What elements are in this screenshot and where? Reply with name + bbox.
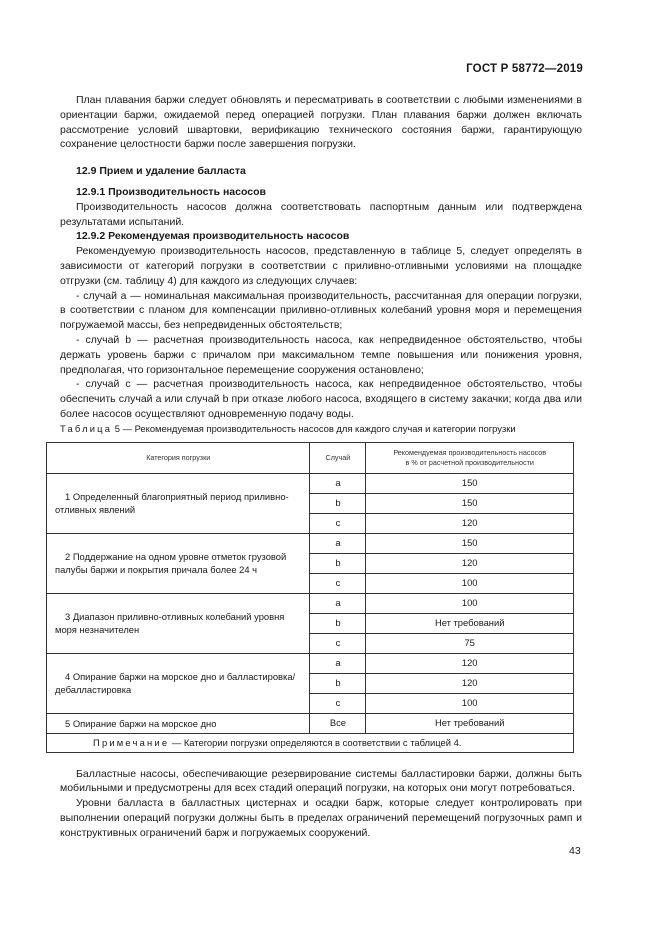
case-cell: b (310, 673, 366, 693)
capacity-cell: 120 (366, 513, 574, 533)
table-caption-prefix: Таблица (60, 422, 113, 434)
table-row (47, 653, 574, 673)
header-capacity (366, 442, 574, 473)
table-row (47, 713, 574, 733)
case-cell: b (310, 553, 366, 573)
capacity-cell: 150 (366, 533, 574, 553)
list-item: - случай c — расчетная производительность насоса, как непредвиденное обстоятельство, чтобы обеспечить случай a или случай b при отказе любого насоса, входящего в систему закачки; когда два или более насосов осуществляют одновременную подачу воды. (60, 378, 582, 420)
capacity-cell: 75 (366, 633, 574, 653)
table-header-row (47, 442, 574, 473)
capacity-cell: 150 (366, 493, 574, 513)
category-cell: 1 Определенный благоприятный период приливно-отливных явлений (47, 473, 310, 533)
capacity-cell: 120 (366, 553, 574, 573)
table-row (47, 533, 574, 553)
header-case: Случай (310, 442, 366, 473)
case-cell: a (310, 653, 366, 673)
category-cell: 2 Поддержание на одном уровне отметок грузовой палубы баржи и покрытия причала более 24 ч (47, 533, 310, 593)
case-cell: a (310, 473, 366, 493)
capacity-cell: 150 (366, 473, 574, 493)
category-cell: 3 Диапазон приливно-отливных колебаний уровня моря незначителен (47, 593, 310, 653)
list-item: - случай b — расчетная производительность насоса, как непредвиденное обстоятельство, чтобы держать уровень баржи с причалом при максимальном темпе повышения или понижения уровня, предполагая, что горизонтальное перемещение сооружения остановлено; (60, 333, 582, 376)
case-cell: b (310, 613, 366, 633)
table-caption (60, 422, 582, 437)
case-cell: a (310, 593, 366, 613)
capacity-cell: 100 (366, 573, 574, 593)
case-cell: c (310, 693, 366, 713)
category-cell: 4 Опирание баржи на морское дно и балластировка/дебалластировка (47, 653, 310, 713)
table-note-row (47, 733, 574, 752)
paragraph: Балластные насосы, обеспечивающие резервирование системы балластировки баржи, должны быть мобильными и предусмотрены для всех стадий операций погрузки, на которых они могут потребоваться. (60, 767, 582, 795)
case-cell: c (310, 513, 366, 533)
case-cell: c (310, 633, 366, 653)
header-capacity-line1: Рекомендуемая производительность насосов (393, 447, 547, 457)
paragraph: Рекомендуемую производительность насосов, представленную в таблице 5, следует определять в зависимости от категорий погрузки в соответствии с приливно-отливными условиями на площадке отгрузки (см. таблицу 4) для каждого из следующих случаев: (60, 245, 582, 287)
paragraph: Уровни балласта в балластных цистернах и осадки барж, которые следует контролировать при выполнении операций погрузки должны быть в пределах ограничений перемещений погрузочных рамп и конструктивных ограничений барж и погружаемых сооружений. (60, 797, 582, 839)
capacity-cell: 100 (366, 693, 574, 713)
capacity-cell: 120 (366, 653, 574, 673)
capacity-cell: 100 (366, 593, 574, 613)
table-note-text: — Категории погрузки определяются в соответствии с таблицей 4. (169, 736, 462, 748)
table-note-prefix: Примечание (93, 736, 170, 748)
subsection-heading: 12.9.2 Рекомендуемая производительность насосов (76, 230, 350, 243)
paragraph: План плавания баржи следует обновлять и пересматривать в соответствии с любыми изменениями в ориентации баржи, ожидаемой перед операцией погрузки. План плавания баржи должен включать рассмотрение условий швартовки, верификацию технического состояния баржи, гарантирующую сохранение целостности баржи после завершения погрузки. (60, 94, 582, 151)
capacity-cell: Нет требований (366, 713, 574, 733)
table-caption-text: 5 — Рекомендуемая производительность насосов для каждого случая и категории погрузки (112, 422, 516, 434)
capacity-cell: Нет требований (366, 613, 574, 633)
section-heading: 12.9 Прием и удаление балласта (76, 165, 246, 178)
case-cell: b (310, 493, 366, 513)
table-row (47, 473, 574, 493)
header-capacity-line2: в % от расчетной производительности (405, 457, 534, 467)
category-cell: 5 Опирание баржи на морское дно (47, 713, 310, 733)
case-cell: a (310, 533, 366, 553)
document-body (55, 93, 582, 841)
case-cell: Все (310, 713, 366, 733)
pump-capacity-table (46, 442, 574, 753)
subsection-heading: 12.9.1 Производительность насосов (76, 185, 266, 198)
header-category: Категория погрузки (47, 442, 310, 473)
list-item: - случай a — номинальная максимальная производительность, рассчитанная для операции погрузки, в соответствии с планом для компенсации приливно-отливных колебаний уровня моря и перемещения погружаемой массы, без непредвиденных обстоятельств; (60, 289, 582, 332)
table-row (47, 593, 574, 613)
page-number: 43 (569, 845, 581, 857)
case-cell: c (310, 573, 366, 593)
capacity-cell: 120 (366, 673, 574, 693)
document-header: ГОСТ Р 58772—2019 (466, 63, 583, 75)
table-note (47, 733, 574, 752)
paragraph: Производительность насосов должна соответствовать паспортным данным или подтверждена результатами испытаний. (60, 200, 582, 228)
